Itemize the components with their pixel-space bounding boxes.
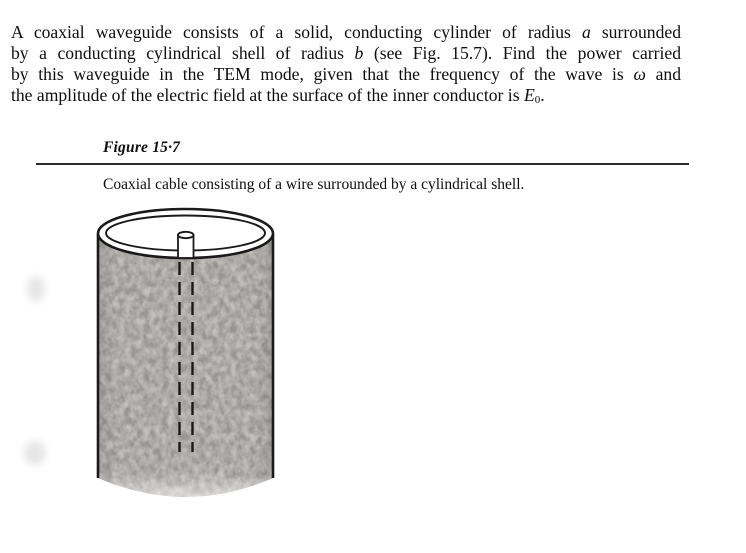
problem-line: A coaxial waveguide consists of a solid, conducting cylinder of radius a surrounded — [11, 22, 681, 42]
problem-line: the amplitude of the electric field at the surface of the inner conductor is $E_0$. — [11, 84, 545, 106]
problem-text — [11, 22, 681, 106]
figure-caption: Coaxial cable consisting of a wire surrounded by a cylindrical shell. — [103, 176, 525, 193]
problem-line: by a conducting cylindrical shell of radius b (see Fig. 15.7). Find the power carried — [11, 42, 681, 63]
cylinder-bottom-fade — [90, 473, 285, 515]
inner-conductor-top — [178, 232, 194, 238]
scan-smudge — [24, 441, 46, 465]
scan-smudge — [27, 276, 45, 302]
figure-rule — [36, 163, 689, 165]
problem-line: by this waveguide in the TEM mode, given that the frequency of the wave is ω and — [11, 63, 681, 84]
coaxial-cable-figure — [0, 195, 373, 553]
cylinder-side-shading — [98, 234, 273, 498]
figure-label: Figure 15·7 — [103, 139, 181, 156]
